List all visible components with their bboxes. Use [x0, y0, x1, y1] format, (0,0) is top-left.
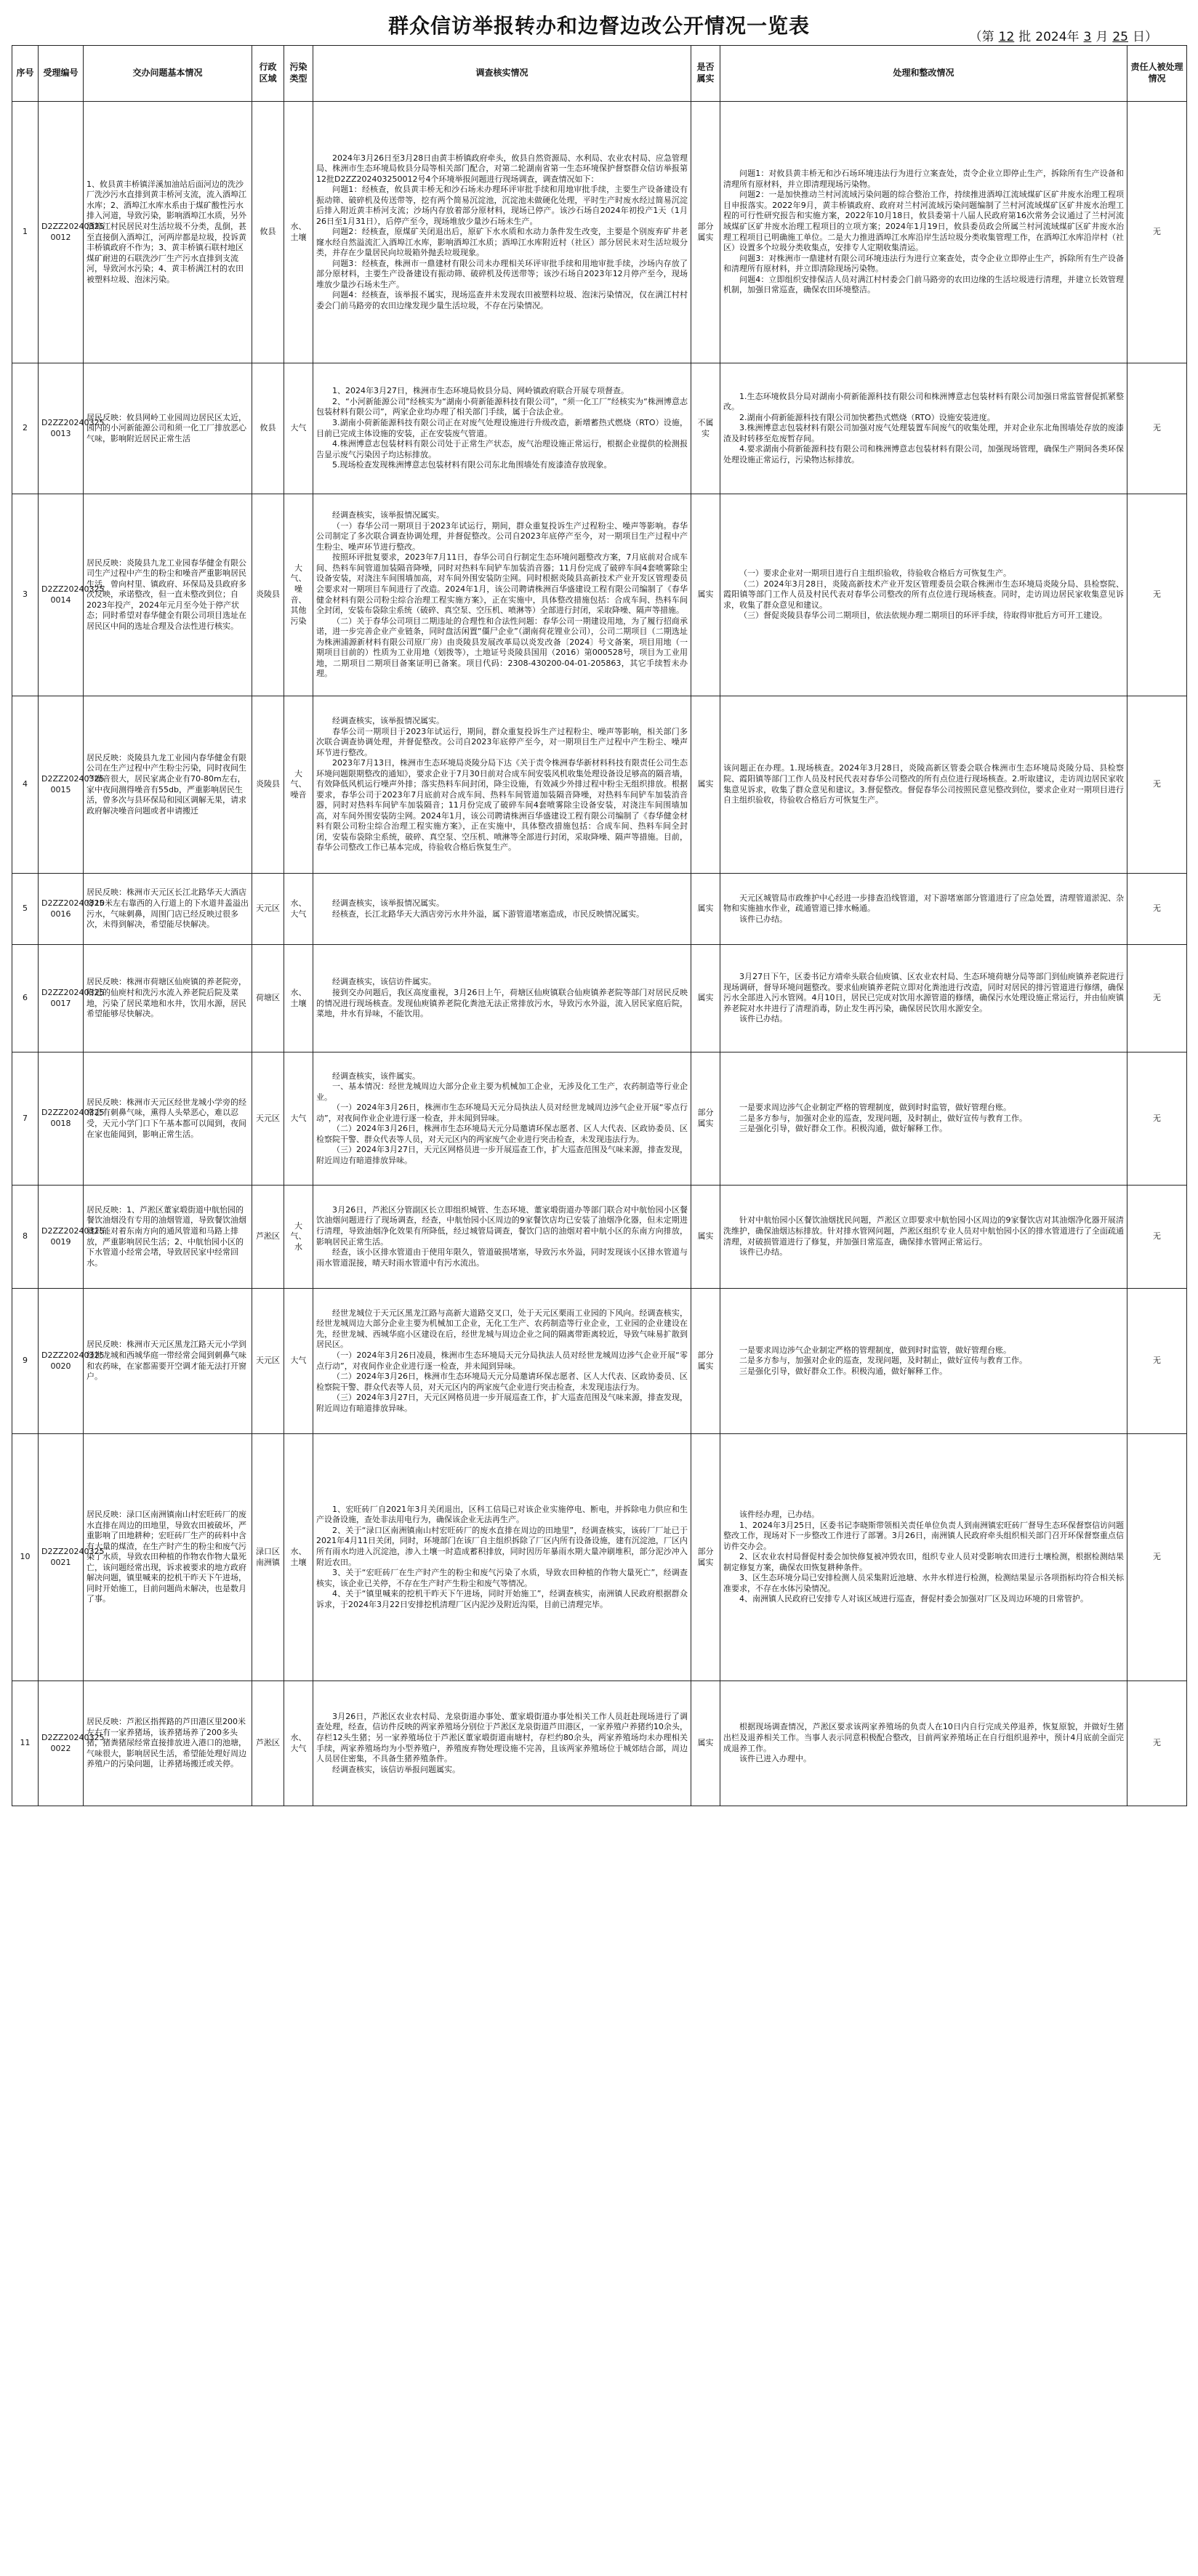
table-row — [12, 1186, 1187, 1289]
cell-investigation-paragraph: （三）2024年3月27日，天元区网格员进一步开展巡查工作，扩大巡查范围及气味来源，排查发现，附近周边有暗道排放异味。 — [316, 1393, 688, 1413]
cell-investigation — [313, 494, 691, 696]
cell-investigation-paragraph: 经调查核实，该举报情况属实。 — [332, 898, 444, 908]
cell-verified: 属实 — [691, 1186, 720, 1289]
cell-investigation — [313, 1052, 691, 1186]
cell-region: 芦淞区 — [252, 1186, 284, 1289]
cell-basic: 居民反映：株洲市天元区黑龙江路天元小学到经世龙城和西城华庭一带经常会闻到刺鼻气味和农药味，在家都需要开空调才能无法打开窗户。 — [84, 1289, 252, 1434]
cell-accountability: 无 — [1127, 1052, 1187, 1186]
col-header-pollution: 污染类型 — [284, 46, 313, 102]
cell-investigation-paragraph: 3月26日，芦淞区分管副区长立即组织城管、生态环境、董家塅街道办等部门联合对中航怡园小区餐饮油烟问题进行了现场调查，经查，中航怡园小区周边的9家餐饮店均已安装了油烟净化器，但未定期进行清理，导致油烟净化效果有所降低，经过城管局调查，餐饮门店的油烟对着中航小区的东南方向排放，影响居民正常生活。 — [316, 1204, 688, 1247]
cell-handling-paragraph: 3.株洲博意志包装材料有限公司加强对废气处理装置车间废气的收集处理，并对企业东北角围墙处存放的废漆渣及时转移至危废暂存间。 — [723, 423, 1124, 443]
cell-pollution: 水、大气 — [284, 874, 313, 945]
cell-pollution: 水、大气 — [284, 1681, 313, 1806]
cell-code: D2ZZ20240325 0017 — [39, 945, 84, 1052]
cell-basic: 居民反映：芦淞区指挥路的芦田港区里200米左右有一家养猪场，该养猪场养了200多头猪，猪粪猪尿经常直接排放进入港口的池塘，气味很大，影响居民生活，希望能处理好周边养殖户的污染问题，让养猪场搬迁或关停。 — [84, 1681, 252, 1806]
cell-pollution: 水、土壤 — [284, 1434, 313, 1681]
cell-investigation-paragraph: 问题3：经核查，株洲市一鼎建材有限公司未办理相关环评审批手续和用地审批手续，沙场内存放了部分原材料，主要生产设备建设有振动筛、破碎机及传送带等；该沙石场自2023年12月停产至今，现场堆放少量沙石场未生产。 — [316, 258, 688, 289]
col-header-verified: 是否属实 — [691, 46, 720, 102]
cell-verified: 属实 — [691, 945, 720, 1052]
table-row — [12, 102, 1187, 363]
cell-investigation — [313, 1289, 691, 1434]
table-row — [12, 363, 1187, 494]
cell-verified: 不属实 — [691, 363, 720, 494]
cell-handling — [720, 494, 1127, 696]
table-row — [12, 874, 1187, 945]
cell-handling-paragraph: 问题2：一是加快推动兰村河流域污染问题的综合整治工作，持续推进酒埠江流域煤矿区矿井废水治理工程项目申报落实。2022年9月，黄丰桥镇政府、政府对兰村河流域污染问题编制了兰村河流域煤矿区矿井废水治理工程的可行性研究报告和实施方案，2022年10月18日，攸县委第十八届人民政府第16次常务会议通过了兰村河流域煤矿区矿井废水治理工程项目的立项方案；2024年1月19日，攸县委员政会所属兰村河流域煤矿区矿井废水治理工程项目已明确施工单位。二是大力推进酒埠江水库沿岸生活垃圾分类收集管理工作，在酒埠江水库沿岸村（社区）设置多个垃圾分类收集点，安排专人定期收集清运。 — [723, 190, 1124, 253]
cell-no: 6 — [12, 945, 39, 1052]
cell-investigation-paragraph: 按照环评批复要求，2023年7月11日，春华公司自行制定生态环境问题整改方案，7月底前对合成车间、热料车间管道加装隔音降噪，同时对热料车间铲车加装消音器；11月份完成了破碎车间4套喷雾除尘设备安装，对浇注车间围墙加高，对车间外围安装防尘网。同时根据炎陵县高新技术产业开发区管理委员会要求对一期项目车间进行了改造。2024年1月，该公司聘请株洲百华盛建设工程有限公司编制了《春华健金材料有限公司粉尘综合治理工程实施方案》，正在实施中，具体整改措施包括：合成车间、热料车间全封闭，安装布袋除尘系统（破碎、真空泵、空压机、喷淋等）全部进行封闭，采取降噪、隔声等措施。 — [316, 552, 688, 616]
col-header-basic: 交办问题基本情况 — [84, 46, 252, 102]
batch-number: 12 — [998, 30, 1015, 44]
cell-handling-paragraph: 该件已进入办理中。 — [739, 1754, 811, 1764]
page-title: 群众信访举报转办和边督边改公开情况一览表 — [387, 14, 810, 38]
cell-no: 9 — [12, 1289, 39, 1434]
cell-handling-paragraph: 一是要求周边涉气企业制定严格的管理制度，做到时时监管，做好管理台账。 — [739, 1345, 1011, 1355]
table-row — [12, 696, 1187, 874]
cell-handling-paragraph: （三）督促炎陵县春华公司二期项目，依法依规办理二期项目的环评手续，待取得审批后方可开工建设。 — [739, 611, 1107, 621]
table-row — [12, 494, 1187, 696]
cell-handling: 该问题正在办理。1.现场核查。2024年3月28日，炎陵高新区管委会联合株洲市生态环境局炎陵分局、县检察院、霞阳镇等部门工作人员及村民代表对春华公司整改的所有点位进行现场核查。2.听取建议，走访周边居民家收集意见诉求，收集了群众意见和建议。3.督促整改。督促春华公司按照民意见整改到位，要求企业对一期项目进行自主组织验收，待验收合格后方可恢复生产。 — [720, 696, 1127, 874]
cell-pollution: 大气 — [284, 1289, 313, 1434]
cell-code: D2ZZ20240325 0012 — [39, 102, 84, 363]
cell-basic: 1、攸县黄丰桥镇洋溪加油站后面河边的洗沙厂洗沙污水直排到黄丰桥河支流，流入酒埠江水库；2、酒埠江水库水系由于煤矿酸性污水排入河道，导致污染，影响酒埠江水质，另外酒埠江村民居民对生活垃圾不分类，乱倒，甚至直接倒入酒埠江，河两岸都是垃圾，投诉黄丰桥镇政府不作为；3、黄丰桥镇石联村地区煤矿耐进的石联洗沙厂生产污水直排到支流河，导致河水污染；4、黄丰桥满江村的农田被塑料垃圾、泡沫污染。 — [84, 102, 252, 363]
cell-pollution: 水、土壤 — [284, 945, 313, 1052]
cell-handling-paragraph: 针对中航怡园小区餐饮油烟扰民问题，芦淞区立即要求中航怡园小区周边的9家餐饮店对其油烟净化器开展清洗维护，确保油烟达标排放。针对排水管网问题，芦淞区组织专业人员对中航怡园小区的排水管道进行了全面疏通清理，对破损管道进行了修复，并加强日常巡查，确保排水管网正常运行。 — [723, 1215, 1124, 1247]
cell-region: 渌口区南洲镇 — [252, 1434, 284, 1681]
batch-date-line — [965, 26, 1157, 44]
table-row — [12, 1434, 1187, 1681]
cell-investigation-paragraph: 3月26日，芦淞区农业农村局、龙泉街道办事处、董家塅街道办事处相关工作人员赶赴现场进行了调查处理，经查，信访件反映的两家养殖场分别位于芦淞区龙泉街道芦田港区，一家养殖户养猪约10余头，存栏12头生猪；另一家养殖场位于芦淞区董家塅街道南塘村，存栏约80余头，两家养殖场均未办理相关手续，两家养殖场均为小型养殖户，养殖废弃物处理设施不完善，且该两家养殖场位于城郊结合部，周边人员居住密集，不具备生猪养殖条件。 — [316, 1711, 688, 1764]
cell-handling — [720, 1289, 1127, 1434]
cell-investigation-paragraph: （一）2024年3月26日，株洲市生态环境局天元分局执法人员对经世龙城周边涉气企业开展“零点行动”，对夜间作业企业进行逐一检查，并未闻到异味。 — [316, 1103, 688, 1123]
cell-investigation-paragraph: （二）2024年3月26日，株洲市生态环境局天元分局邀请环保志愿者、区人大代表、区政协委员、区检察院干警、群众代表等人员，对天元区内的两家废气企业进行突击检查，未发现违法行为。 — [316, 1372, 688, 1392]
cell-code: D2ZZ20240325 0015 — [39, 696, 84, 874]
cell-investigation-paragraph: 经调查核实，该举报情况属实。 — [332, 510, 444, 520]
cell-handling-paragraph: 1、2024年3月25日，区委书记李晓斯带领相关责任单位负责人到南洲镇宏旺砖厂督导生态环保督察信访问题整改工作，现场对下一步整改工作进行了部署。3月26日，南洲镇人民政府牵头组织相关部门召开环保督察重点信访件交办会。 — [723, 1520, 1124, 1551]
cell-accountability: 无 — [1127, 1434, 1187, 1681]
cell-investigation-paragraph: 1、2024年3月27日，株洲市生态环境局攸县分局、网岭镇政府联合开展专项督查。 — [332, 386, 629, 396]
cell-handling-paragraph: 3、区生态环境分局已安排检测人员采集附近池塘、水井水样进行检测，检测结果显示各项指标均符合相关标准要求，不存在水体污染情况。 — [723, 1573, 1124, 1593]
batch-prefix: （第 — [969, 30, 994, 44]
cell-investigation — [313, 945, 691, 1052]
cell-handling-paragraph: 三是强化引导，做好群众工作。积极沟通，做好解释工作。 — [739, 1124, 947, 1134]
cell-handling-paragraph: 该件已办结。 — [739, 1014, 787, 1024]
cell-investigation-paragraph: 3、关于“宏旺砖厂在生产时产生的粉尘和废气污染了水质，导致农田种植的作物大量死亡”，经调查核实，该企业已关停，不存在生产时产生粉尘和废气等情况。 — [316, 1568, 688, 1588]
cell-region: 天元区 — [252, 1052, 284, 1186]
cell-no: 11 — [12, 1681, 39, 1806]
cell-handling — [720, 363, 1127, 494]
cell-verified: 部分属实 — [691, 102, 720, 363]
col-header-handling: 处理和整改情况 — [720, 46, 1127, 102]
cell-code: D2ZZ20240325 0022 — [39, 1681, 84, 1806]
cell-pollution: 大气、噪音、其他污染 — [284, 494, 313, 696]
cell-investigation — [313, 1186, 691, 1289]
col-header-no: 序号 — [12, 46, 39, 102]
cell-handling-paragraph: 问题3：对株洲市一鼎建材有限公司环境违法行为进行立案查处，责令企业立即停止生产，拆除所有生产设备和清理所有原材料，并立即清除现场污染物。 — [723, 253, 1124, 274]
cell-investigation-paragraph: 经调查核实，该举报情况属实。 — [332, 716, 444, 726]
cell-handling-paragraph: 该件已办结。 — [739, 1247, 787, 1257]
cell-handling — [720, 1052, 1127, 1186]
table-row — [12, 1052, 1187, 1186]
cell-investigation-paragraph: 3.湖南小荷新能源科技有限公司正在对废气处理设施进行升级改造，新增蓄热式燃烧（RTO）设施，目前已完成主体设施的安装，正在安装废气管道。 — [316, 417, 688, 438]
cell-handling-paragraph: 该件已办结。 — [739, 914, 787, 924]
cell-basic: 居民反映：炎陵县九龙工业园内春华健金有限公司在生产过程中产生粉尘污染，同时夜间生产噪音很大，居民家离企业有70-80m左右，家中夜间测得噪音有55db，严重影响居民生活，曾多次与县环保局和园区调解无果，请求政府解决噪音问题或者申请搬迁 — [84, 696, 252, 874]
cell-no: 7 — [12, 1052, 39, 1186]
cell-handling — [720, 1434, 1127, 1681]
cell-investigation-paragraph: 问题1：经核查，攸县黄丰桥无和沙石场未办理环评审批手续和用地审批手续，主要生产设备建设有振动筛、破碎机及传送带等，挖有两个简易沉淀池，沉淀池未做硬化处理，平时生产时废水经过简易沉淀后排入附近黄丰桥河支流；沙场内存放着部分原材料，现场已停产。该沙石场自2024年初投产1天（1月26日至1月31日），后停产至今，现场堆放少量沙石场未生产。 — [316, 185, 688, 226]
cell-region: 天元区 — [252, 1289, 284, 1434]
cell-basic: 居民反映：株洲市荷塘区仙庾镇的养老院旁，附近的仙庾村和洗污水流入养老院后院及菜地，污染了居民菜地和水井，饮用水源，居民希望能够尽快解决。 — [84, 945, 252, 1052]
cell-investigation — [313, 363, 691, 494]
cell-handling — [720, 102, 1127, 363]
cell-handling-paragraph: 三是强化引导，做好群众工作。积极沟通，做好解释工作。 — [739, 1366, 947, 1376]
cell-accountability: 无 — [1127, 1681, 1187, 1806]
cell-investigation-paragraph: （二）关于春华公司项目二期违址的合理性和合法性问题：春华公司一期建设用地，为了履行招商承诺，进一步完善企业产业链条，同时盘活闲置“僵尸企业”（湖南荷花锂业公司），公司二期项目（二期选址为株洲浦源新材料有限公司原厂房）由炎陵县发展改革局以炎发改备〔2024〕号文备案，项目用地（一期项目目前的）性质为工业用地（划拨等），土地证号炎陵县国用（2016）第000528号，项目为工业用地，二期项目二期项目备案证明已备案。项目代码：2308-430200-04-01-205863，其它手续暂未办理。 — [316, 616, 688, 679]
cell-code: D2ZZ20240325 0021 — [39, 1434, 84, 1681]
cell-handling-paragraph: （二）2024年3月28日，炎陵高新技术产业开发区管理委员会联合株洲市生态环境局炎陵分局、县检察院、霞阳镇等部门工作人员及村民代表对春华公司整改的所有点位进行现场核查。同时，走访周边居民家收集意见诉求，收集了群众意见和建议。 — [723, 579, 1124, 610]
batch-suffix: 批 — [1018, 30, 1032, 44]
cell-handling-paragraph: （一）要求企业对一期项目进行自主组织验收，待验收合格后方可恢复生产。 — [739, 568, 1011, 579]
cell-basic: 居民反映：炎陵县九龙工业园春华健金有限公司生产过程中产生的粉尘和噪音严重影响居民生活，曾向村里、镇政府、环保局及县政府多次反映，承诺整改，但一直未整改到位；自2023年投产，2024年元月至今处于停产状态；同时希望对春华健金有限公司项目选址在居民区中间的选址合理及合法性进行核实。 — [84, 494, 252, 696]
cell-handling-paragraph: 问题1：对攸县黄丰桥无和沙石场环境违法行为进行立案查处，责令企业立即停止生产，拆除所有生产设备和清理所有原材料，并立即清理现场污染物。 — [723, 169, 1124, 189]
cell-verified: 部分属实 — [691, 1052, 720, 1186]
cell-code: D2ZZ20240325 0018 — [39, 1052, 84, 1186]
cell-investigation-paragraph: （一）2024年3月26日凌晨，株洲市生态环境局天元分局执法人员对经世龙城周边涉气企业开展“零点行动”，对夜间作业企业进行逐一检查，并未闻到异味。 — [316, 1350, 688, 1371]
cell-handling — [720, 1681, 1127, 1806]
cell-handling-paragraph: 3月27日下午，区委书记方靖牵头联合仙庾镇、区农业农村局、生态环境荷塘分局等部门到仙庾镇养老院进行现场调研，督导环境问题整改。要求仙庾镇养老院立即对化粪池进行改造，同时对居民的排污管道进行修缮，确保污水全部进入污水管网。4月10日，居民已完成对饮用水源管道的修缮，确保污水处理设施正常运行，并由仙庾镇养老院对水井进行了清理消毒，防止发生再污染，确保居民饮用水源安全。 — [723, 972, 1124, 1013]
cell-handling-paragraph: 4.要求湖南小荷新能源科技有限公司和株洲博意志包装材料有限公司，加强现场管理，确保生产期间各类环保处理设施正常运行，污染物达标排放。 — [723, 444, 1124, 464]
cell-accountability: 无 — [1127, 102, 1187, 363]
cell-investigation-paragraph: （三）2024年3月27日，天元区网格员进一步开展巡查工作，扩大巡查范围及气味来源，排查发现，附近周边有暗道排放异味。 — [316, 1145, 688, 1165]
date-month-suffix: 月 — [1096, 30, 1109, 44]
cell-handling-paragraph: 二是多方参与，加强对企业的巡查，发现问题，及时制止，做好宣传与教育工作。 — [739, 1113, 1027, 1123]
cell-pollution: 大气 — [284, 1052, 313, 1186]
cell-basic: 居民反映：株洲市天元区经世龙城小学旁的经常会有刺鼻气味，熏得人头晕恶心，难以忍受，天元小学门口下午基本都可以闻到，夜间在家也能闻到，影响正常生活。 — [84, 1052, 252, 1186]
col-header-region: 行政区域 — [252, 46, 284, 102]
cell-handling-paragraph: 一是要求周边涉气企业制定严格的管理制度，做到时时监管，做好管理台账。 — [739, 1103, 1011, 1113]
cell-investigation — [313, 1434, 691, 1681]
cell-handling-paragraph: 2.湖南小荷新能源科技有限公司加快蓄热式燃烧（RTO）设施安装进度。 — [739, 412, 995, 422]
cell-handling-paragraph: 2、区农业农村局督促村委会加快修复被冲毁农田，组织专业人员对受影响农田进行土壤检测，根据检测结果制定修复方案，确保农田恢复耕种条件。 — [723, 1552, 1124, 1572]
cell-code: D2ZZ20240325 0013 — [39, 363, 84, 494]
table-row — [12, 1289, 1187, 1434]
cell-no: 3 — [12, 494, 39, 696]
cell-verified: 属实 — [691, 874, 720, 945]
cell-verified: 属实 — [691, 696, 720, 874]
cell-investigation-paragraph: 经世龙城位于天元区黑龙江路与高新大道路交叉口，处于天元区栗雨工业园的下风向。经调查核实，经世龙城周边大部分企业主要为机械加工企业，无化工生产、农药制造等行业企业，工业园的企业建设在先，经世龙城、西城华庭小区建设在后，经世龙城与周边企业之间的隔离带距离较近，导致气味易扩散到居民区。 — [316, 1308, 688, 1350]
cell-investigation — [313, 102, 691, 363]
cell-investigation-paragraph: 问题4：经核查，该举报不属实，现场巡查并未发现农田被塑料垃圾、泡沫污染情况，仅在满江村村委会门前马路旁的农田边缘发现少量生活垃圾，不存在污染情况。 — [316, 290, 688, 310]
cell-investigation-paragraph: 4.株洲博意志包装材料有限公司处于正常生产状态，废气治理设施正常运行，根据企业提供的检测报告显示废气污染因子均达标排放。 — [316, 439, 688, 459]
cell-no: 8 — [12, 1186, 39, 1289]
table-row — [12, 1681, 1187, 1806]
cell-basic: 居民反映：攸县网岭工业园周边居民区太近，园内的小河新能源公司和须一化工厂排放恶心气味，影响附近居民正常生活 — [84, 363, 252, 494]
col-header-investigation: 调查核实情况 — [313, 46, 691, 102]
cell-code: D2ZZ20240325 0020 — [39, 1289, 84, 1434]
date-month: 3 — [1083, 30, 1092, 44]
cell-pollution: 水、土壤 — [284, 102, 313, 363]
cell-pollution: 大气、水 — [284, 1186, 313, 1289]
cell-region: 炎陵县 — [252, 494, 284, 696]
cell-handling-paragraph: 天元区城管局市政维护中心经进一步排查沿线管道，对下游堵塞部分管道进行了应急处置，清理管道淤泥、杂物和实施抽水作业，疏通管道已排水畅通。 — [723, 893, 1124, 914]
cell-handling-paragraph: 问题4：立即组织安排保洁人员对满江村村委会门前马路旁的农田边缘的生活垃圾进行清理，并建立长效管理机制，加强日常巡查，确保农田环境整洁。 — [723, 274, 1124, 295]
cell-region: 天元区 — [252, 874, 284, 945]
cell-verified: 属实 — [691, 494, 720, 696]
cell-pollution: 大气 — [284, 363, 313, 494]
cell-accountability: 无 — [1127, 874, 1187, 945]
cell-verified: 属实 — [691, 1681, 720, 1806]
table-row — [12, 945, 1187, 1052]
cell-investigation-paragraph: 2、“小河新能源公司”经核实为“湖南小荷新能源科技有限公司”，“须一化工厂”经核实为“株洲博意志包装材料有限公司”，两家企业均办理了相关部门手续，属于合法企业。 — [316, 396, 688, 417]
cell-region: 攸县 — [252, 102, 284, 363]
cell-investigation-paragraph: 2024年3月26日至3月28日由黄丰桥镇政府牵头，攸县自然资源局、水利局、农业农村局、应急管理局、株洲市生态环境局攸县分局等相关部门配合，对第二轮湖南省第一生态环境保护督察群众信访举报第12批D2ZZ202403250012号4个环境举报问题进行现场调查，调查情况如下： — [316, 153, 688, 184]
cell-accountability: 无 — [1127, 696, 1187, 874]
col-header-code: 受理编号 — [39, 46, 84, 102]
cell-handling-paragraph: 4、南洲镇人民政府已安排专人对该区域进行巡查，督促村委会加强对厂区及周边环境的日常管护。 — [739, 1594, 1088, 1604]
cell-investigation-paragraph: （一）春华公司一期项目于2023年试运行，期间，群众重复投诉生产过程粉尘、噪声等影响。春华公司制定了多次联合调查协调处理，并督促整改。公司自2023年底停产至今，对一期项目生产过程中产生粉尘、噪声环节进行整改。 — [316, 520, 688, 552]
cell-investigation — [313, 1681, 691, 1806]
cell-accountability: 无 — [1127, 494, 1187, 696]
cell-accountability: 无 — [1127, 1289, 1187, 1434]
cell-no: 1 — [12, 102, 39, 363]
cell-code: D2ZZ20240325 0019 — [39, 1186, 84, 1289]
cell-region: 炎陵县 — [252, 696, 284, 874]
cell-handling-paragraph: 根据现场调查情况，芦淞区要求该两家养殖场的负责人在10日内自行完成关停退养，恢复原貌，并做好生猪出栏及退养相关工作。当事人表示同意积极配合整改，目前两家养殖场正在自行组织退养中，预计4月底前全面完成退养工作。 — [723, 1722, 1124, 1753]
cell-no: 5 — [12, 874, 39, 945]
cell-handling — [720, 945, 1127, 1052]
cell-investigation-paragraph: 一、基本情况：经世龙城周边大部分企业主要为机械加工企业，无涉及化工生产，农药制造等行业企业。 — [316, 1082, 688, 1102]
cell-investigation — [313, 696, 691, 874]
table-header-row — [12, 46, 1187, 102]
cell-handling-paragraph: 二是多方参与，加强对企业的巡查，发现问题，及时制止，做好宣传与教育工作。 — [739, 1356, 1027, 1366]
cell-no: 4 — [12, 696, 39, 874]
date-day: 25 — [1112, 30, 1128, 44]
cell-no: 10 — [12, 1434, 39, 1681]
cell-investigation-paragraph: 问题2：经核查，原煤矿关闭退出后，原矿下水水质和水动力条件发生改变，主要是个别废弃矿井老窿水经自然溢流汇入酒埠江水库，影响酒埠江水质；酒埠江水库附近村（社区）部分居民未对生活垃圾分类，并存在少量居民向垃圾箱外抛丢垃圾现象。 — [316, 227, 688, 258]
cell-investigation-paragraph: 4、关于“镇里喊来的挖机干昨天下午进场，同时开始施工”，经调查核实，南洲镇人民政府根据群众诉求，于2024年3月22日安排挖机清理厂区内泥沙及附近沟渠，目前已清理完毕。 — [316, 1589, 688, 1609]
cell-code: D2ZZ20240325 0016 — [39, 874, 84, 945]
cell-investigation-paragraph: 5.现场检查发现株洲博意志包装材料有限公司东北角围墙处有废漆渣存放现象。 — [332, 460, 612, 470]
col-header-accountability: 责任人被处理情况 — [1127, 46, 1187, 102]
cell-investigation-paragraph: 经调查核实，该信访举报问题属实。 — [332, 1764, 460, 1774]
cell-investigation-paragraph: 接到交办问题后，我区高度重视，3月26日上午，荷塘区仙庾镇联合仙庾镇养老院等部门对居民反映的情况进行现场核查。发现仙庾镇养老院化粪池无法正常排放污水，导致污水外溢，流入居民家庭后院，菜地，井水有异味，不能饮用。 — [316, 987, 688, 1019]
cell-verified: 部分属实 — [691, 1434, 720, 1681]
cell-investigation-paragraph: 经调查核实，该信访件属实。 — [332, 977, 436, 987]
date-year: 2024年 — [1035, 30, 1080, 44]
petition-table — [12, 45, 1187, 1806]
cell-investigation-paragraph: 经核查，长江北路华天大酒店旁污水井外溢，属下游管道堵塞造成，市民反映情况属实。 — [332, 909, 644, 919]
cell-basic: 居民反映：1、芦淞区董家塅街道中航怡园的餐饮油烟没有专用的油烟管道，导致餐饮油烟就只能对着东南方向的通风管道和马路上排放，严重影响居民生活；2、中航怡园小区的下水管道小经常会堵，导致居民家中经常回水。 — [84, 1186, 252, 1289]
cell-investigation-paragraph: （二）2024年3月26日，株洲市生态环境局天元分局邀请环保志愿者、区人大代表、区政协委员、区检察院干警、群众代表等人员，对天元区内的两家废气企业进行突击检查，未发现违法行为。 — [316, 1124, 688, 1144]
cell-code: D2ZZ20240325 0014 — [39, 494, 84, 696]
cell-basic: 居民反映：渌口区南洲镇南山村宏旺砖厂的废水直排在周边的田地里，导致农田被破坏，严重影响了田地耕种；宏旺砖厂生产的砖料中含有大量的煤渣，在生产时产生的粉尘和废气污染了水质，导致农田种植的作物农作物大量死亡，该问题经常出现，诉求被要求的地方政府解决问题，镇里喊来的挖机干昨天下午进场，同时开始施工，目前问题尚未解决，也是数月了事。 — [84, 1434, 252, 1681]
cell-investigation-paragraph: 经查，该小区排水管道由于使用年限久，管道破损堵塞，导致污水外溢，同时发现该小区排水管道与雨水管道混接，晴天时雨水管道中有污水流出。 — [316, 1247, 688, 1268]
cell-accountability: 无 — [1127, 363, 1187, 494]
cell-accountability: 无 — [1127, 1186, 1187, 1289]
cell-region: 攸县 — [252, 363, 284, 494]
cell-handling-paragraph: 1.生态环境攸县分局对湖南小荷新能源科技有限公司和株洲博意志包装材料有限公司加强日常监管督促抓紧整改。 — [723, 391, 1124, 412]
cell-handling-paragraph: 该件经办理，已办结。 — [739, 1510, 819, 1520]
cell-region: 荷塘区 — [252, 945, 284, 1052]
cell-region: 芦淞区 — [252, 1681, 284, 1806]
cell-verified: 部分属实 — [691, 1289, 720, 1434]
cell-pollution: 大气、噪音 — [284, 696, 313, 874]
cell-basic: 居民反映：株洲市天元区长江北路华天大酒店旁10米左右靠西的入行道上的下水道井盖溢出污水，气味刺鼻，周围门店已经反映过很多次，未得到解决，希望能尽快解决。 — [84, 874, 252, 945]
cell-investigation-paragraph: 2023年7月13日，株洲市生态环境局炎陵分局下达《关于责令株洲春华新材料科技有限责任公司生态环境问题限期整改的通知》，要求企业于7月30日前对合成车间安装风机收集处理设备设足够高的隔音墙，有效降低风机运行噪声外排；落实热料车间封闭，降尘设施，有效减少外排过程中粉尘无组织排放。根据要求，春华公司于2023年7月底前对合成车间、热料车间管道加装隔音降噪，对热料车间铲车加装消音器，同时对热料车间铲车加装隔音；11月份完成了破碎车间4套喷雾除尘设备安装，对浇注车间围墙加高，对车间外围安装防尘网。2024年1月，该公司聘请株洲百华盛建设工程有限公司编制了《春华健金材料有限公司粉尘综合治理工程实施方案》，正在实施中，具体整改措施包括：合成车间、热料车间全封闭，安装布袋除尘系统，破碎、真空泵、空压机、喷淋等全部进行封闭，采取降噪、隔声等措施。目前，春华公司整改工作已基本完成，待验收合格后恢复生产。 — [316, 758, 688, 853]
cell-no: 2 — [12, 363, 39, 494]
cell-investigation-paragraph: 1、宏旺砖厂自2021年3月关闭退出，区科工信局已对该企业实施停电、断电，并拆除电力供应和生产设备设施，查处非法用电行为，确保该企业无法再生产。 — [316, 1504, 688, 1525]
date-day-suffix: 日） — [1133, 30, 1157, 44]
cell-handling — [720, 1186, 1127, 1289]
cell-investigation — [313, 874, 691, 945]
cell-handling — [720, 874, 1127, 945]
cell-investigation-paragraph: 春华公司一期项目于2023年试运行，期间，群众重复投诉生产过程粉尘、噪声等影响，相关部门多次联合调查协调处理，并督促整改。公司自2023年底停产至今，对一期项目生产过程中产生粉尘、噪声环节进行整改。 — [316, 726, 688, 757]
cell-investigation-paragraph: 2、关于“渌口区南洲镇南山村宏旺砖厂的废水直排在周边的田地里”，经调查核实，该砖厂厂址已于2021年4月11日关闭，同时，环境部门在该厂自主组织拆除了厂区内所有设备设施，建有沉淀池，厂区内所有雨水均进入沉淀池，渗入土壤一时造成蓄积排放，同时因历年暴雨水期大量冲刷堆积，部分泥沙冲入附近农田。 — [316, 1525, 688, 1567]
cell-investigation-paragraph: 经调查核实，该件属实。 — [332, 1071, 420, 1081]
cell-accountability: 无 — [1127, 945, 1187, 1052]
